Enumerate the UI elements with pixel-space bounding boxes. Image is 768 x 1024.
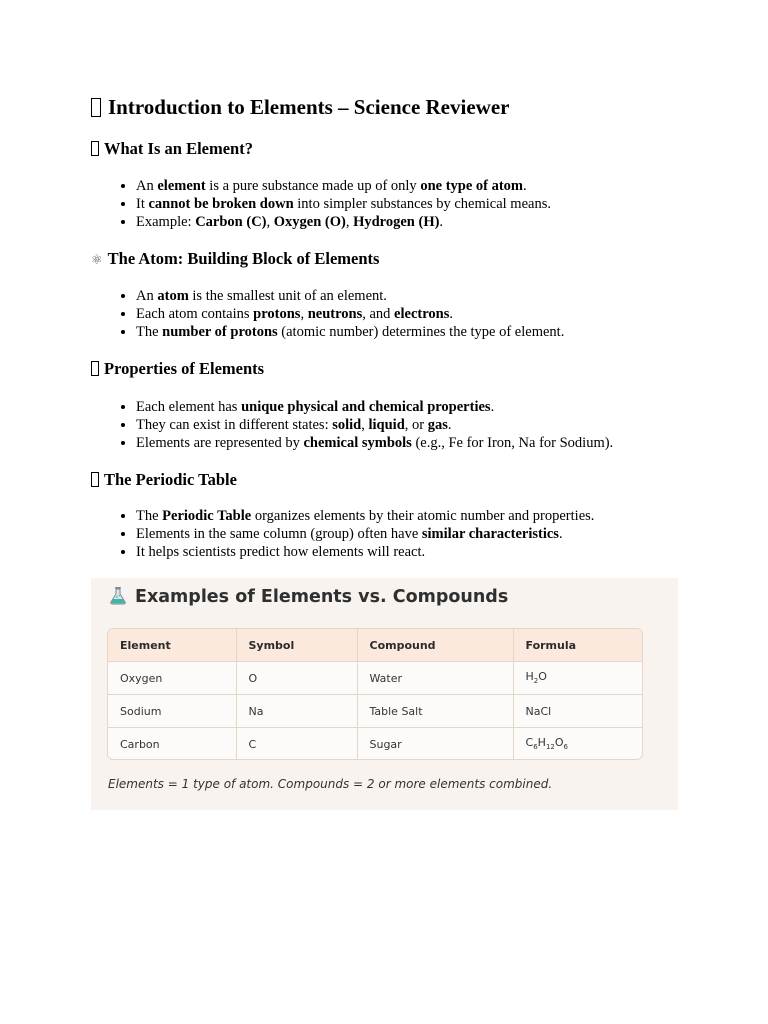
text-run: , (300, 306, 308, 322)
document-title-text: Introduction to Elements – Science Reviewer (108, 95, 510, 119)
text-run: , (345, 214, 354, 230)
text-run: is the smallest unit of an element. (188, 288, 387, 304)
text-run: . (439, 214, 444, 230)
text-run: . (490, 399, 495, 415)
text-run: , and (362, 306, 395, 322)
section-list-periodic-table (91, 507, 756, 561)
text-run: into simpler substances by chemical means. (293, 196, 551, 212)
table-cell: Sodium (108, 695, 236, 728)
table-cell (513, 662, 642, 695)
text-run: . (523, 178, 527, 194)
missing-glyph-icon (91, 141, 99, 156)
examples-table-container (107, 628, 643, 760)
list-item (136, 287, 756, 305)
column-header-formula: Formula (513, 629, 642, 662)
bold-text: number of protons (162, 324, 278, 340)
text-run: The (136, 508, 163, 524)
column-header-compound: Compound (357, 629, 513, 662)
table-cell: Table Salt (357, 695, 513, 728)
panel-title (108, 582, 508, 616)
text-run: Example: (136, 214, 196, 230)
table-cell: Na (236, 695, 357, 728)
bold-text: one type of atom (420, 178, 524, 194)
bold-text: protons (253, 306, 301, 322)
section-list-atom (91, 287, 756, 341)
bold-text: Oxygen (O) (273, 214, 346, 230)
table-cell: Carbon (108, 728, 236, 761)
section-list-properties (91, 398, 756, 452)
list-item (136, 434, 756, 452)
text-run: is a pure substance made up of only (205, 178, 421, 194)
bold-text: neutrons (307, 306, 363, 322)
table-cell (513, 695, 642, 728)
section-heading-properties: Properties of Elements (91, 358, 264, 380)
text-run: (e.g., Fe for Iron, Na for Sodium). (411, 435, 614, 451)
examples-table (108, 629, 642, 760)
bold-text: atom (157, 288, 189, 304)
table-header-row (108, 629, 642, 662)
text-run: It (136, 196, 149, 212)
text-run: , (266, 214, 274, 230)
column-header-element: Element (108, 629, 236, 662)
bold-text: liquid (368, 417, 405, 433)
bold-text: cannot be broken down (148, 196, 294, 212)
table-cell: Oxygen (108, 662, 236, 695)
text-run: . (449, 306, 453, 322)
text-run: , (361, 417, 369, 433)
bold-text: element (157, 178, 206, 194)
text-run: Each atom contains (136, 306, 254, 322)
bold-text: electrons (394, 306, 450, 322)
section-heading-atom: ⚛ The Atom: Building Block of Elements (91, 248, 379, 272)
table-cell: C (236, 728, 357, 761)
formula-part: H (537, 736, 546, 750)
table-row (108, 728, 642, 761)
elements-vs-compounds-image (91, 578, 678, 810)
column-header-symbol: Symbol (236, 629, 357, 662)
list-item (136, 543, 756, 561)
formula-subscript: 6 (563, 743, 568, 752)
panel-caption: Elements = 1 type of atom. Compounds = 2 or more elements combined. (108, 777, 553, 791)
text-run: It helps scientists predict how elements will react. (136, 544, 426, 560)
text-run: An (136, 288, 158, 304)
bold-text: chemical symbols (303, 435, 412, 451)
missing-glyph-icon (91, 472, 99, 487)
bold-text: similar characteristics (421, 526, 559, 542)
list-item (136, 305, 756, 323)
formula-part: O (538, 670, 547, 684)
text-run: The (136, 324, 163, 340)
formula-part: O (554, 736, 564, 750)
formula-part: H (525, 670, 534, 684)
list-item (136, 416, 756, 434)
text-run: Elements in the same column (group) often have (136, 526, 422, 542)
formula-subscript: 2 (533, 677, 539, 686)
list-item (136, 525, 756, 543)
flask-icon (108, 586, 128, 616)
text-run: They can exist in different states: (136, 417, 333, 433)
table-cell: Sugar (357, 728, 513, 761)
table-row (108, 695, 642, 728)
formula-subscript: 12 (545, 743, 555, 752)
text-run: Elements are represented by (136, 435, 304, 451)
bold-text: solid (332, 417, 362, 433)
bold-text: Hydrogen (H) (353, 214, 440, 230)
list-item (136, 195, 756, 213)
missing-glyph-icon (91, 98, 101, 117)
bold-text: gas (427, 417, 448, 433)
bold-text: unique physical and chemical properties (241, 399, 491, 415)
document-title (91, 93, 509, 121)
text-run: (atomic number) determines the type of element. (277, 324, 565, 340)
section-heading-periodic-table: The Periodic Table (91, 469, 237, 491)
section-heading-what-is-element: What Is an Element? (91, 138, 253, 160)
atom-icon: ⚛ (91, 253, 103, 268)
table-cell: O (236, 662, 357, 695)
panel-title-text: Examples of Elements vs. Compounds (135, 587, 509, 607)
missing-glyph-icon (91, 361, 99, 376)
text-run: . (447, 417, 452, 433)
formula-subscript: 6 (533, 743, 538, 752)
text-run: Each element has (136, 399, 242, 415)
text-run: , or (404, 417, 428, 433)
formula-part: NaCl (525, 704, 552, 718)
list-item (136, 177, 756, 195)
list-item (136, 507, 756, 525)
text-run: . (558, 526, 563, 542)
list-item (136, 323, 756, 341)
list-item (136, 213, 756, 231)
formula-part: C (525, 736, 534, 750)
table-cell: Water (357, 662, 513, 695)
list-item (136, 398, 756, 416)
section-list-what-is-element (91, 177, 756, 231)
text-run: An (136, 178, 158, 194)
text-run: organizes elements by their atomic number and properties. (251, 508, 595, 524)
table-cell (513, 728, 642, 761)
bold-text: Periodic Table (162, 508, 252, 524)
bold-text: Carbon (C) (195, 214, 267, 230)
table-row (108, 662, 642, 695)
